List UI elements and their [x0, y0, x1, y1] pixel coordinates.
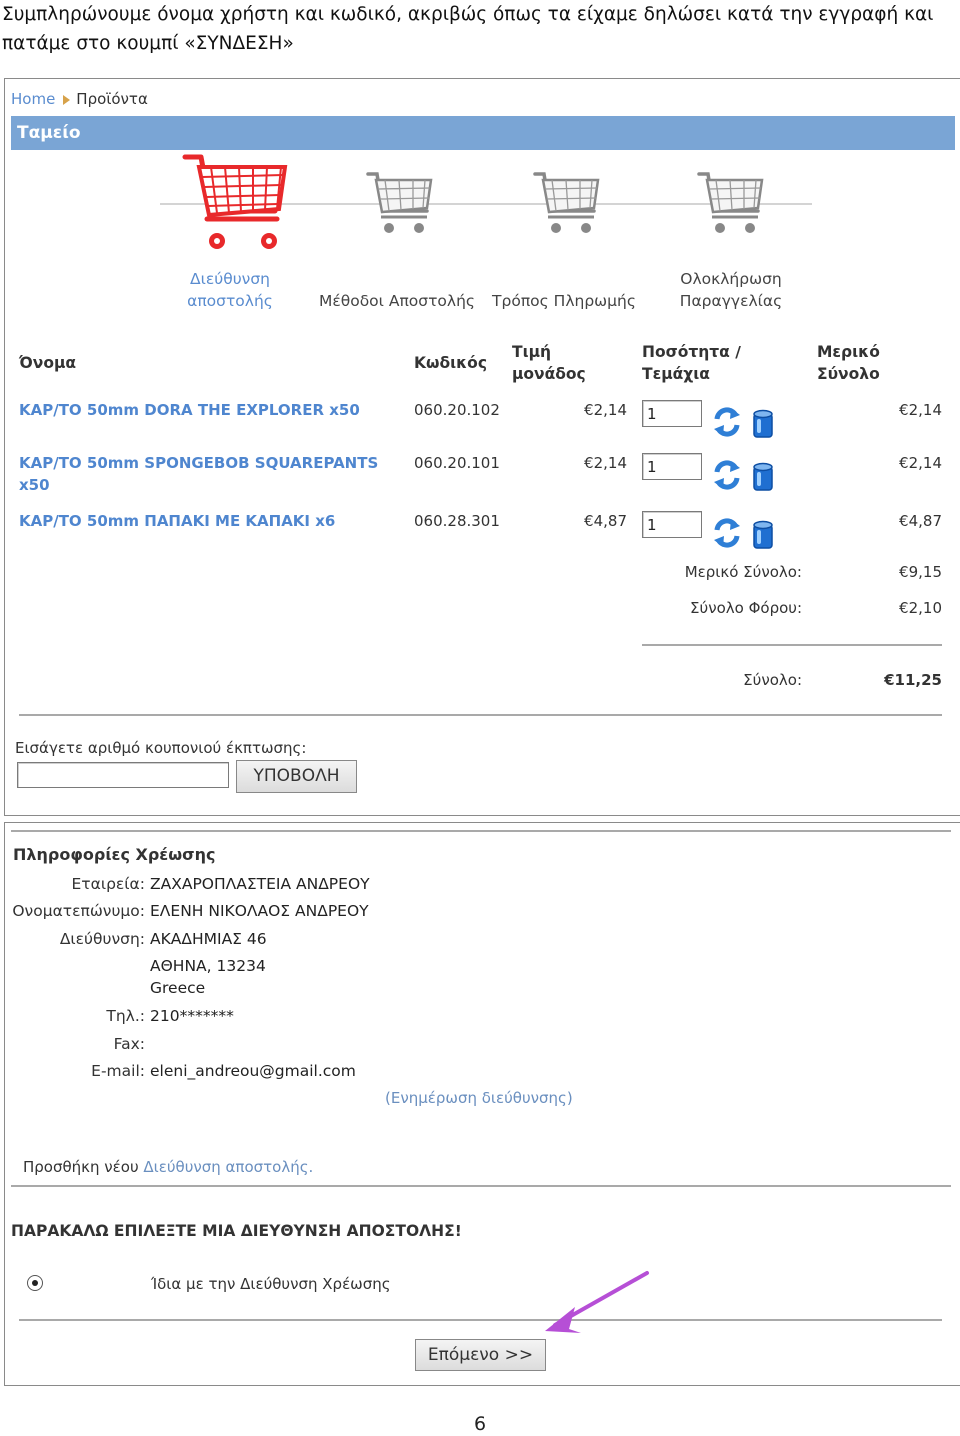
delete-bin-icon[interactable]: [751, 520, 775, 550]
cart-inactive-icon: [365, 171, 435, 237]
step-shipping-methods[interactable]: [317, 290, 477, 312]
section-divider: [19, 714, 942, 716]
product-name-line: ΚΑΡ/ΤΟ 50mm SPONGEBOB SQUAREPANTS: [19, 454, 379, 472]
quantity-input[interactable]: 1: [642, 453, 702, 480]
submit-coupon-button[interactable]: ΥΠΟΒΟΛΗ: [236, 760, 357, 793]
tax-label: Σύνολο Φόρου:: [690, 599, 802, 617]
quantity-input[interactable]: 1: [642, 511, 702, 538]
row-subtotal: €2,14: [899, 454, 942, 472]
header-code: Κωδικός: [414, 354, 488, 372]
billing-title: Πληροφορίες Χρέωσης: [13, 845, 216, 864]
product-code: 060.20.102: [414, 401, 500, 419]
cart-inactive-icon: [696, 171, 766, 237]
delete-bin-icon[interactable]: [751, 462, 775, 492]
header-line: μονάδος: [512, 365, 586, 383]
refresh-icon[interactable]: [712, 459, 742, 491]
address-country: Greece: [150, 979, 206, 997]
tax-value: €2,10: [899, 599, 942, 617]
coupon-label: Εισάγετε αριθμό κουπονιού έκπτωσης:: [15, 739, 307, 757]
email-label: E-mail:: [91, 1062, 145, 1080]
header-quantity: [642, 341, 741, 385]
step-label-line: Ολοκλήρωση: [680, 270, 782, 288]
product-link[interactable]: [19, 452, 378, 496]
address-line2: ΑΘΗΝΑ, 13234: [150, 957, 266, 975]
fullname-value: ΕΛΕΝΗ ΝΙΚΟΛΑΟΣ ΑΝΔΡΕΟΥ: [150, 902, 369, 920]
header-line: Μερικό: [817, 343, 880, 361]
step-order-complete[interactable]: [671, 268, 791, 312]
phone-label: Τηλ.:: [106, 1007, 145, 1025]
step-label-line: Τρόπος Πληρωμής: [492, 292, 636, 310]
add-shipping-link[interactable]: Διεύθυνση αποστολής.: [143, 1158, 314, 1176]
update-address-link[interactable]: (Ενημέρωση διεύθυνσης): [385, 1089, 573, 1107]
intro-paragraph: Συμπληρώνουμε όνομα χρήστη και κωδικό, ακριβώς όπως τα είχαμε δηλώσει κατά την εγγραφή και πατάμε στο κουμπί «ΣΥΝΔΕΣΗ»: [2, 4, 934, 54]
header-line: Ποσότητα /: [642, 343, 741, 361]
checkout-panel: [4, 78, 960, 816]
company-value: ΖΑΧΑΡΟΠΛΑΣΤΕΙΑ ΑΝΔΡΕΟΥ: [150, 875, 370, 893]
row-subtotal: €4,87: [899, 512, 942, 530]
top-divider: [11, 830, 951, 832]
coupon-input[interactable]: [17, 762, 229, 788]
page-title: Ταμείο: [11, 116, 955, 150]
step-label-line: Παραγγελίας: [679, 292, 783, 310]
divider: [11, 1185, 951, 1187]
header-line: Τεμάχια: [642, 365, 710, 383]
product-name-line: x50: [19, 476, 50, 494]
company-label: Εταιρεία:: [71, 875, 145, 893]
total-label: Σύνολο:: [743, 671, 802, 689]
phone-value: 210*******: [150, 1007, 234, 1025]
same-as-billing-radio[interactable]: [27, 1275, 43, 1291]
address-label: Διεύθυνση:: [59, 930, 145, 948]
next-button[interactable]: Επόμενο >>: [415, 1339, 546, 1371]
step-payment-method[interactable]: [489, 290, 639, 312]
totals-divider: [642, 644, 942, 646]
billing-panel: [4, 822, 960, 1386]
breadcrumb-arrow-icon: [63, 95, 70, 105]
product-code: 060.28.301: [414, 512, 500, 530]
cart-inactive-icon: [532, 171, 602, 237]
header-subtotal: [817, 341, 880, 385]
cart-active-icon: [181, 153, 291, 253]
step-label-line: Διεύθυνση: [190, 270, 270, 288]
email-value: eleni_andreou@gmail.com: [150, 1062, 356, 1080]
subtotal-value: €9,15: [899, 563, 942, 581]
subtotal-label: Μερικό Σύνολο:: [684, 563, 802, 581]
address-line1: ΑΚΑΔΗΜΙΑΣ 46: [150, 930, 267, 948]
divider: [19, 1319, 942, 1321]
header-name: Όνομα: [19, 354, 77, 372]
product-price: €2,14: [584, 454, 627, 472]
step-label-line: αποστολής: [187, 292, 273, 310]
same-as-billing-label: Ίδια με την Διεύθυνση Χρέωσης: [151, 1275, 391, 1293]
product-link[interactable]: ΚΑΡ/ΤΟ 50mm DORA THE EXPLORER x50: [19, 401, 360, 419]
product-price: €4,87: [584, 512, 627, 530]
page-number: 6: [473, 1413, 487, 1435]
product-link[interactable]: ΚΑΡ/ΤΟ 50mm ΠΑΠΑΚΙ ΜΕ ΚΑΠΑΚΙ x6: [19, 512, 336, 530]
header-unit-price: [512, 341, 586, 385]
step-label-line: Μέθοδοι Αποστολής: [318, 292, 475, 310]
breadcrumb-current: Προϊόντα: [76, 90, 148, 108]
fullname-label: Ονοματεπώνυμο:: [12, 902, 145, 920]
delete-bin-icon[interactable]: [751, 409, 775, 439]
product-code: 060.20.101: [414, 454, 500, 472]
fax-label: Fax:: [113, 1035, 145, 1053]
row-subtotal: €2,14: [899, 401, 942, 419]
step-shipping-address[interactable]: [165, 268, 295, 312]
total-value: €11,25: [884, 671, 942, 689]
breadcrumb: [11, 90, 148, 108]
shipping-prompt: ΠΑΡΑΚΑΛΩ ΕΠΙΛΕΞΤΕ ΜΙΑ ΔΙΕΥΘΥΝΣΗ ΑΠΟΣΤΟΛΗΣ!: [11, 1222, 462, 1240]
add-shipping-text: Προσθήκη νέου: [23, 1158, 144, 1176]
quantity-input[interactable]: 1: [642, 400, 702, 427]
header-line: Τιμή: [512, 343, 552, 361]
breadcrumb-home-link[interactable]: Home: [11, 90, 56, 108]
product-price: €2,14: [584, 401, 627, 419]
refresh-icon[interactable]: [712, 406, 742, 438]
add-shipping-address: [23, 1156, 313, 1178]
refresh-icon[interactable]: [712, 517, 742, 549]
pointer-arrow-icon: [541, 1269, 653, 1337]
header-line: Σύνολο: [817, 365, 880, 383]
